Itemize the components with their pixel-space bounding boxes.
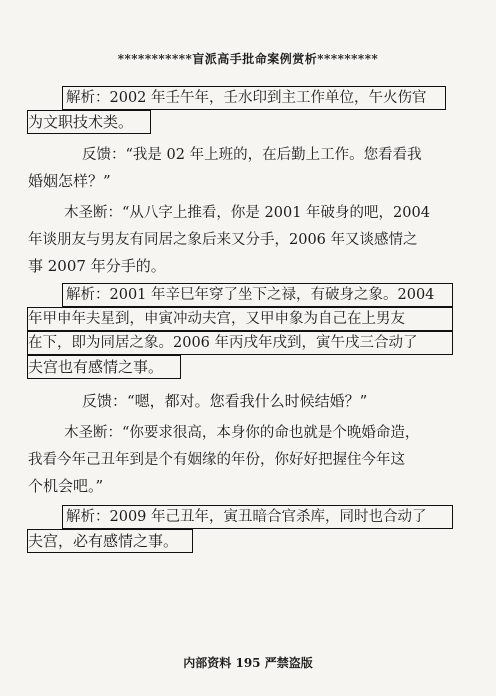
text-line: 解析：2002 年壬午年，壬水印到主工作单位，午火伤官 bbox=[66, 90, 427, 106]
page-footer: 内部资料 195 严禁盗版 bbox=[183, 656, 313, 670]
text-line: 为文职技术类。 bbox=[28, 113, 134, 131]
text-line: 在下，即为同居之象。2006 年丙戌年戌到，寅午戌三合动了 bbox=[28, 335, 418, 351]
text-line: 婚姻怎样？” bbox=[28, 172, 111, 190]
text-line: 木圣断：“你要求很高，本身你的命也就是个晚婚命造， bbox=[64, 425, 420, 441]
text-line: 木圣断：“从八字上推看，你是 2001 年破身的吧，2004 bbox=[64, 205, 430, 221]
text-line: 事 2007 年分手的。 bbox=[28, 257, 166, 275]
text-line: 个机会吧。” bbox=[28, 477, 104, 495]
text-line: 夫宫，必有感情之事。 bbox=[28, 532, 179, 550]
running-header: ***********盲派高手批命案例赏析********* bbox=[117, 52, 379, 66]
text-line: 夫宫也有感情之事。 bbox=[28, 358, 164, 376]
text-line: 解析：2001 年辛巳年穿了坐下之禄，有破身之象。2004 bbox=[66, 287, 435, 303]
text-line: 解析：2009 年己丑年，寅丑暗合官杀库，同时也合动了 bbox=[66, 509, 427, 525]
text-line: 反馈：“嗯，都对。您看我什么时候结婚？” bbox=[82, 392, 368, 410]
text-line: 我看今年己丑年到是个有姻缘的年份，你好好把握住今年这 bbox=[28, 452, 405, 468]
text-line: 年甲申年夫星到，申寅冲动夫宫，又甲申象为自己在上男友 bbox=[28, 311, 405, 327]
text-line: 反馈：“我是 02 年上班的，在后勤上工作。您看看我 bbox=[82, 147, 422, 163]
text-line: 年谈朋友与男友有同居之象后来又分手，2006 年又谈感情之 bbox=[28, 232, 418, 248]
